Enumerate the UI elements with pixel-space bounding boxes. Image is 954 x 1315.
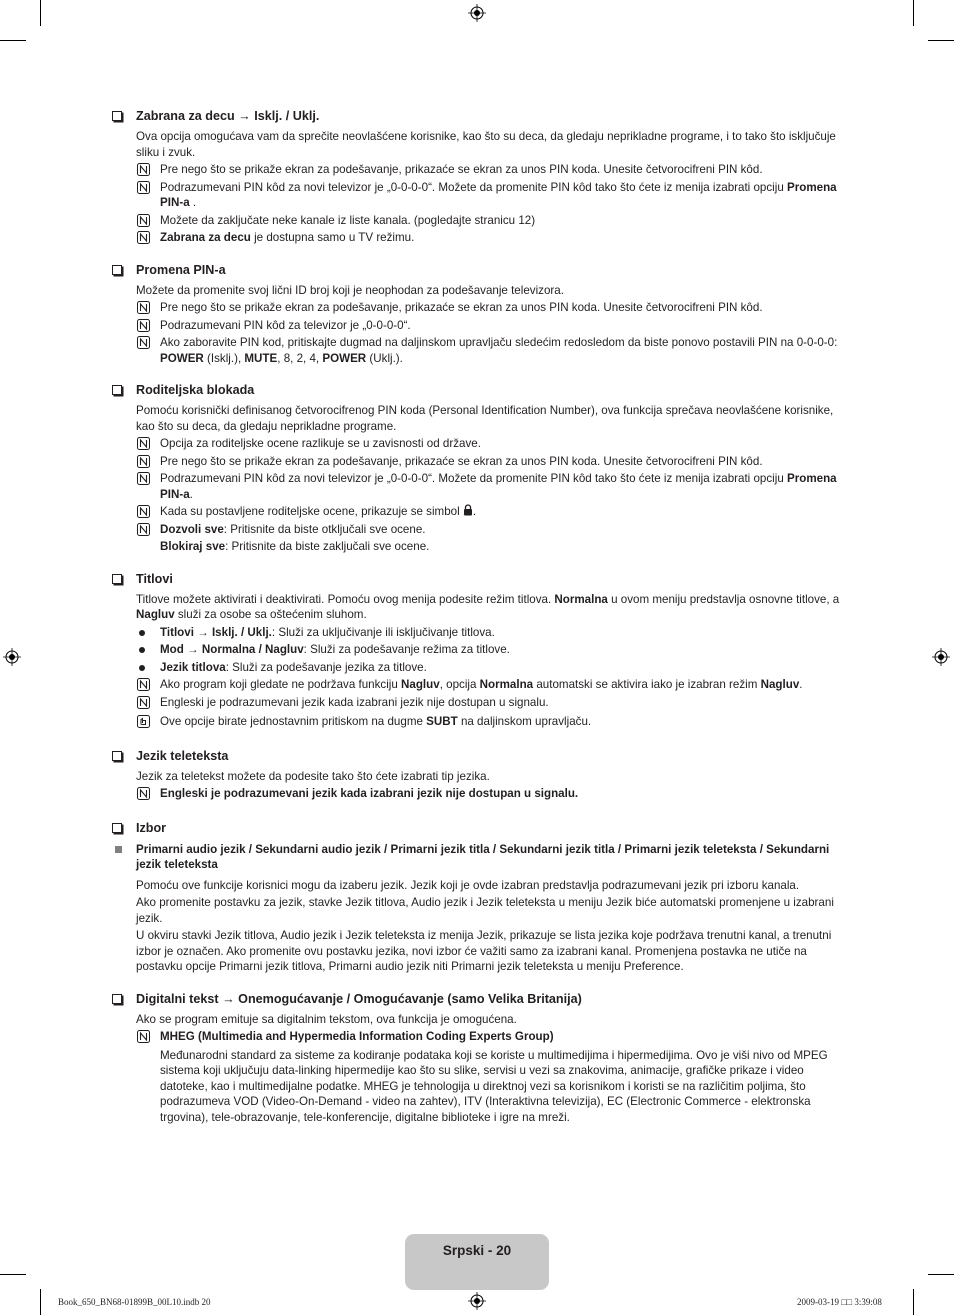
checkbox-bullet-icon [112, 265, 122, 275]
note: Opcija za roditeljske ocene razlikuje se u zavisnosti od države. [112, 436, 842, 452]
section-izbor [112, 820, 842, 975]
note: Podrazumevani PIN kôd za televizor je „0-0-0-0“. [112, 318, 842, 334]
section-titlovi [112, 571, 842, 730]
crop-mark [913, 1289, 914, 1315]
section-heading: Titlovi [112, 571, 842, 587]
bullet-item: Titlovi → Isklj. / Uklj.: Služi za uključivanje ili isključivanje titlova. [112, 625, 842, 641]
registration-mark-icon [468, 1292, 486, 1310]
square-bullet-icon [115, 846, 122, 853]
section-promena-pin [112, 262, 842, 367]
print-date-info: 2009-03-19 □□ 3:39:08 [797, 1297, 882, 1307]
page-label: Srpski - 20 [442, 1243, 512, 1258]
note-icon [137, 231, 150, 244]
note: Ako program koji gledate ne podržava funkciju Nagluv, opcija Normalna automatski se aktivira iako je izabran režim Nagluv. [112, 677, 842, 693]
section-zabrana [112, 108, 842, 246]
section-intro: Ova opcija omogućava vam da sprečite neovlašćene korisnike, kao što su deca, da gledaju neprikladne programe, i to tako što isključuje sliku i zvuk. [136, 130, 836, 159]
remote-button-icon [137, 715, 150, 728]
checkbox-bullet-icon [112, 751, 122, 761]
print-file-info: Book_650_BN68-01899B_00L10.indb 20 [58, 1297, 211, 1307]
note-icon [137, 472, 150, 485]
note: Ove opcije birate jednostavnim pritiskom na dugme SUBT na daljinskom upravljaču. [112, 714, 842, 730]
note: Kada su postavljene roditeljske ocene, prikazuje se simbol . [112, 504, 842, 520]
note: Zabrana za decu je dostupna samo u TV režimu. [112, 230, 842, 246]
note-icon [137, 787, 150, 800]
paragraph: Ako promenite postavku za jezik, stavke Jezik titlova, Audio jezik i Jezik teleteksta u meniju Jezik biće automatski promenjene u izabrani jezik. [136, 896, 834, 925]
section-jezik-teleteksta [112, 748, 842, 802]
note-icon [137, 1030, 150, 1043]
bullet-item: Jezik titlova: Služi za podešavanje jezika za titlove. [112, 660, 842, 676]
note-icon [137, 214, 150, 227]
note: Podrazumevani PIN kôd za novi televizor je „0-0-0-0“. Možete da promenite PIN kôd tako što ćete iz menija izabrati opciju Promena PIN-a. [112, 471, 842, 502]
page-number-tab [405, 1234, 549, 1290]
note-icon [137, 301, 150, 314]
registration-mark-icon [932, 648, 950, 666]
bullet-dot-icon [139, 665, 145, 671]
note-icon [137, 455, 150, 468]
crop-mark [928, 1274, 954, 1275]
note-icon [137, 163, 150, 176]
registration-mark-icon [3, 648, 21, 666]
section-intro: Pomoću korisnički definisanog četvorocifrenog PIN koda (Personal Identification Number), ova funkcija sprečava neovlašćene korisnike, kao što su deca, da gledaju neprikladne programe. [136, 404, 834, 433]
section-heading: Digitalni tekst → Onemogućavanje / Omogućavanje (samo Velika Britanija) [112, 991, 842, 1007]
note-icon [137, 678, 150, 691]
note-continuation: Blokiraj sve: Pritisnite da biste zaključali sve ocene. [160, 540, 430, 553]
note: Ako zaboravite PIN kod, pritiskajte dugmad na daljinskom upravljaču sledećim redosledom da biste ponovo postavili PIN na 0-0-0-0: POWER (Isklj.), MUTE, 8, 2, 4, POWER (Uklj.). [112, 335, 842, 366]
note-icon [137, 437, 150, 450]
lock-icon [463, 504, 473, 516]
checkbox-bullet-icon [112, 994, 122, 1004]
section-heading: Izbor [112, 820, 842, 836]
note-icon [137, 696, 150, 709]
paragraph: Pomoću ove funkcije korisnici mogu da izaberu jezik. Jezik koji je ovde izabran predstavlja podrazumevani jezik pri izboru kanala. [136, 878, 800, 892]
section-digitalni-tekst [112, 991, 842, 1126]
bullet-dot-icon [139, 630, 145, 636]
note-icon [137, 336, 150, 349]
note: Pre nego što se prikaže ekran za podešavanje, prikazaće se ekran za unos PIN koda. Unesite četvorocifreni PIN kôd. [112, 300, 842, 316]
section-heading: Promena PIN-a [112, 262, 842, 278]
section-roditeljska-blokada [112, 382, 842, 555]
crop-mark [40, 0, 41, 26]
paragraph: Međunarodni standard za sisteme za kodiranje podataka koji se koriste u multimedijima i hipermedijima. Ovo je viši nivo od MPEG sistema koji uključuju data-linking hipermedije kao što su slike, servisi u vezi sa znakovima, animacije, grafičke prikaze i video datoteke, kao i multimedijalne podatke. MHEG je tehnologija u direktnoj vezi sa korisnikom i koristi se na različitim poljima, što podrazumeva VOD (Video-On-Demand - video na zahtev), ITV (Interaktivna televizija), EC (Electronic Commerce - elektronska trgovina), tele-obrazovanje, tele-konferencije, digitalne biblioteke i igre na mreži. [160, 1048, 828, 1124]
paragraph: U okviru stavki Jezik titlova, Audio jezik i Jezik teleteksta iz menija Jezik, prikazuje se lista jezika koje podržava trenutni kanal, a trenutni izbor je označen. Ako promenite ovu postavku jezika, novi izbor će važiti samo za izabrani kanal. Promenjena postavka ne utiče na postavku opcije Primarni jezik titlova, Primarni audio jezik niti Primarni jezik teleteksta u meniju Preference. [136, 929, 832, 973]
note: Engleski je podrazumevani jezik kada izabrani jezik nije dostupan u signalu. [112, 786, 842, 802]
note-icon [137, 523, 150, 536]
bullet-dot-icon [139, 647, 145, 653]
section-heading: Roditeljska blokada [112, 382, 842, 398]
checkbox-bullet-icon [112, 111, 122, 121]
note: Možete da zaključate neke kanale iz liste kanala. (pogledajte stranicu 12) [112, 213, 842, 229]
note: Pre nego što se prikaže ekran za podešavanje, prikazaće se ekran za unos PIN koda. Unesite četvorocifreni PIN kôd. [112, 162, 842, 178]
note-icon [137, 505, 150, 518]
note: Podrazumevani PIN kôd za novi televizor je „0-0-0-0“. Možete da promenite PIN kôd tako što ćete iz menija izabrati opciju Promena PIN-a . [112, 180, 842, 211]
note-icon [137, 319, 150, 332]
crop-mark [0, 1274, 26, 1275]
registration-mark-icon [468, 4, 486, 22]
checkbox-bullet-icon [112, 385, 122, 395]
checkbox-bullet-icon [112, 823, 122, 833]
note: MHEG (Multimedia and Hypermedia Information Coding Experts Group) [112, 1029, 842, 1045]
section-intro: Možete da promenite svoj lični ID broj koji je neophodan za podešavanje televizora. [136, 283, 564, 297]
crop-mark [0, 40, 26, 41]
section-heading: Jezik teleteksta [112, 748, 842, 764]
crop-mark [913, 0, 914, 26]
crop-mark [928, 40, 954, 41]
section-intro: Ako se program emituje sa digitalnim tekstom, ova funkcija je omogućena. [136, 1012, 517, 1026]
note: Dozvoli sve: Pritisnite da biste otključali sve ocene. [112, 522, 842, 538]
crop-mark [40, 1289, 41, 1315]
checkbox-bullet-icon [112, 574, 122, 584]
bullet-item: Mod → Normalna / Nagluv: Služi za podešavanje režima za titlove. [112, 642, 842, 658]
sub-heading: Primarni audio jezik / Sekundarni audio jezik / Primarni jezik titla / Sekundarni jezik titla / Primarni jezik teleteksta / Sekundarni jezik teleteksta [112, 842, 842, 873]
section-intro: Titlove možete aktivirati i deaktivirati. Pomoću ovog menija podesite režim titlova. Normalna u ovom meniju predstavlja osnovne titlove, a Nagluv služi za osobe sa oštećenim sluhom. [136, 592, 840, 621]
note: Engleski je podrazumevani jezik kada izabrani jezik nije dostupan u signalu. [112, 695, 842, 711]
section-intro: Jezik za teletekst možete da podesite tako što ćete izabrati tip jezika. [136, 769, 490, 783]
manual-content [112, 108, 842, 1125]
note-icon [137, 181, 150, 194]
note: Pre nego što se prikaže ekran za podešavanje, prikazaće se ekran za unos PIN koda. Unesite četvorocifreni PIN kôd. [112, 454, 842, 470]
section-heading: Zabrana za decu → Isklj. / Uklj. [112, 108, 842, 124]
